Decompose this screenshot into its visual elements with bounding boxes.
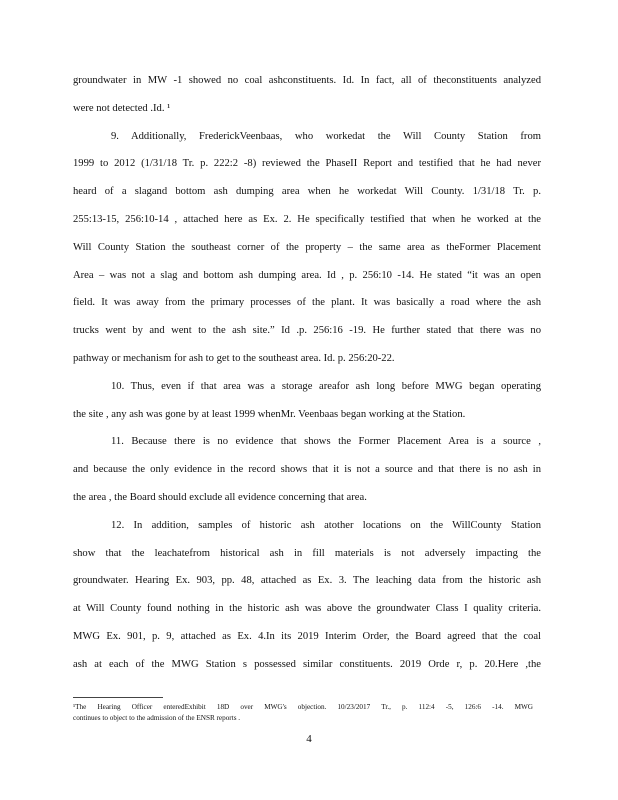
body-text bbox=[73, 67, 541, 679]
footnote-line: continues to object to the admission of the ENSR reports . bbox=[73, 714, 241, 722]
body-line: show that the leachatefrom historical ash in fill materials is not adversely impacting the bbox=[73, 547, 541, 559]
body-line: and because the only evidence in the record shows that it is not a source and that there is no ash in bbox=[73, 464, 541, 476]
paragraph-11-start: 11. Because there is no evidence that shows the Former Placement Area is a source , bbox=[111, 436, 541, 448]
body-line: groundwater. Hearing Ex. 903, pp. 48, attached as Ex. 3. The leaching data from the historic ash bbox=[73, 575, 541, 587]
body-line: ash at each of the MWG Station s possessed similar constituents. 2019 Orde r, p. 20.Here ,the bbox=[73, 658, 541, 670]
footnote-line: ¹The Hearing Officer enteredExhibit 18D over MWG's objection. 10/23/2017 Tr., p. 112:4 -5, 126:6 -14. MWG bbox=[73, 703, 533, 711]
paragraph-10-start: 10. Thus, even if that area was a storage areafor ash long before MWG began operating bbox=[111, 380, 541, 392]
body-line: were not detected .Id. ¹ bbox=[73, 102, 171, 114]
body-line: the site , any ash was gone by at least 1999 whenMr. Veenbaas began working at the Station. bbox=[73, 408, 466, 420]
body-line: groundwater in MW -1 showed no coal ashconstituents. Id. In fact, all of theconstituents analyzed bbox=[73, 75, 541, 86]
body-line: Will County Station the southeast corner of the property – the same area as theFormer Placement bbox=[73, 241, 541, 253]
footnote-divider bbox=[73, 697, 163, 698]
body-line: heard of a slagand bottom ash dumping area when he workedat Will County. 1/31/18 Tr. p. bbox=[73, 186, 541, 198]
body-line: Area – was not a slag and bottom ash dumping area. Id , p. 256:10 -14. He stated “it was an open bbox=[73, 269, 541, 281]
body-line: 255:13-15, 256:10-14 , attached here as Ex. 2. He specifically testified that when he worked at the bbox=[73, 213, 541, 225]
body-line: at Will County found nothing in the historic ash was above the groundwater Class I quality criteria. bbox=[73, 603, 541, 615]
body-line: MWG Ex. 901, p. 9, attached as Ex. 4.In its 2019 Interim Order, the Board agreed that the coal bbox=[73, 630, 541, 642]
body-line: the area , the Board should exclude all evidence concerning that area. bbox=[73, 491, 367, 503]
body-line: 1999 to 2012 (1/31/18 Tr. p. 222:2 -8) reviewed the PhaseII Report and testified that he had never bbox=[73, 158, 541, 170]
page-number: 4 bbox=[306, 733, 312, 745]
footnote bbox=[73, 702, 533, 724]
paragraph-12-start: 12. In addition, samples of historic ash atother locations on the WillCounty Station bbox=[111, 519, 541, 531]
body-line: pathway or mechanism for ash to get to the southeast area. Id. p. 256:20-22. bbox=[73, 352, 395, 364]
paragraph-9-start: 9. Additionally, FrederickVeenbaas, who workedat the Will County Station from bbox=[111, 130, 541, 142]
body-line: field. It was away from the primary processes of the plant. It was basically a road where the ash bbox=[73, 297, 541, 309]
body-line: trucks went by and went to the ash site.” Id .p. 256:16 -19. He further stated that there was no bbox=[73, 325, 541, 337]
